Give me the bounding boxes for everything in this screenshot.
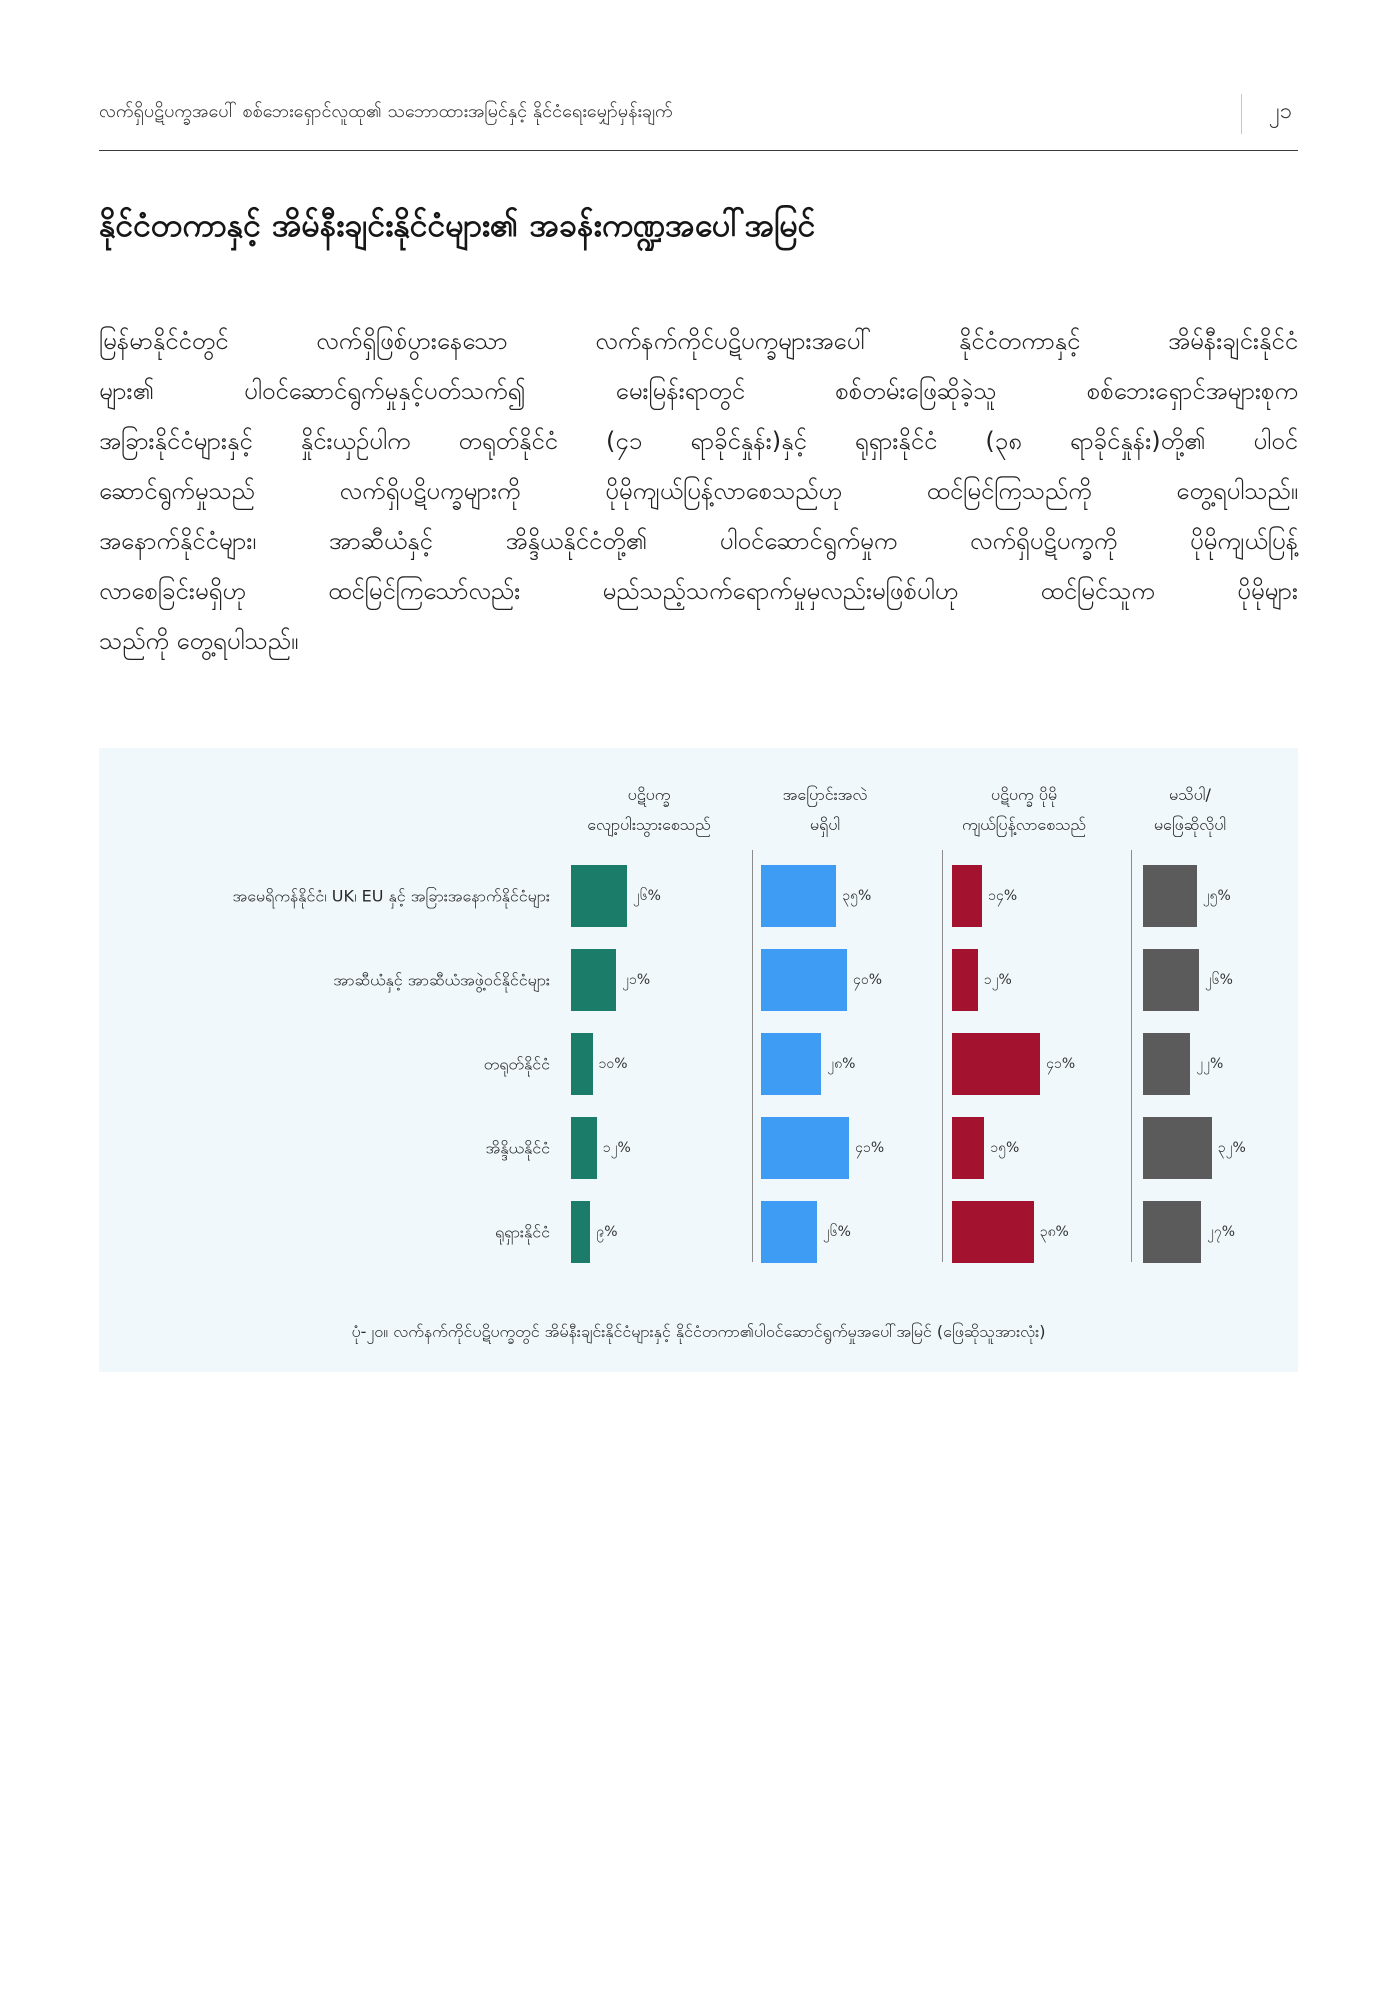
- row-label-china: တရုတ်နိုင်ငံ: [483, 1054, 550, 1074]
- chart-bar: [571, 1117, 597, 1179]
- column-header-dont-know: မသိပါ/ မဖြေဆိုလိုပါ: [1153, 785, 1227, 834]
- row-label-india: အိန္ဒိယနိုင်ငံ: [485, 1138, 550, 1158]
- bar-chart: [99, 748, 1298, 1372]
- chart-data-label: ၄၁%: [855, 1140, 885, 1156]
- paragraph-line: အခြားနိုင်ငံများနှင့် နှိုင်းယှဉ်ပါက တရုတ်နိုင်ငံ (၄၁ ရာခိုင်နှုန်း)နှင့် ရုရှားနိုင်ငံ (၃၈ ရာခိုင်နှုန်း)တို့၏ ပါဝင်: [99, 427, 1298, 455]
- chart-data-label: ၂၆%: [632, 888, 661, 904]
- chart-bar: [952, 949, 978, 1011]
- chart-data-label: ၉%: [596, 1224, 618, 1240]
- chart-data-label: ၁၅%: [990, 1140, 1020, 1156]
- running-title: လက်ရှိပဋိပက္ခအပေါ် စစ်ဘေးရှောင်လူထု၏ သဘောထားအမြင်နှင့် နိုင်ငံရေးမျှော်မှန်းချက်: [99, 101, 673, 122]
- chart-bar: [1143, 949, 1199, 1011]
- row-label-russia: ရုရှားနိုင်ငံ: [494, 1222, 550, 1242]
- header-divider: [1241, 94, 1242, 134]
- page-header: [99, 92, 1298, 151]
- chart-data-label: ၁၂%: [602, 1140, 631, 1156]
- chart-data-label: ၂၅%: [1202, 888, 1231, 904]
- chart-data-label: ၂၁%: [622, 972, 651, 988]
- chart-data-label: ၂၂%: [1196, 1056, 1224, 1072]
- column-divider: [752, 850, 753, 1262]
- chart-data-label: ၁၄%: [988, 888, 1018, 904]
- row-label-asean: အာဆီယံနှင့် အာဆီယံအဖွဲ့ဝင်နိုင်ငံများ: [333, 970, 550, 990]
- paragraph-line: လာစေခြင်းမရှိဟု ထင်မြင်ကြသော်လည်း မည်သည့်သက်ရောက်မှုမှလည်းမဖြစ်ပါဟု ထင်မြင်သူက ပိုမိုများ: [99, 577, 1298, 605]
- chart-bar: [761, 1201, 817, 1263]
- paragraph-line: သည်ကို တွေ့ရပါသည်။: [99, 627, 299, 655]
- paragraph-line: ဆောင်ရွက်မှုသည် လက်ရှိပဋိပက္ခများကို ပိုမိုကျယ်ပြန့်လာစေသည်ဟု ထင်မြင်ကြသည်ကို တွေ့ရပါသည်။: [99, 477, 1298, 505]
- chart-data-label: ၂၈%: [827, 1056, 856, 1072]
- chart-bar: [571, 865, 627, 927]
- chart-bar: [571, 1033, 593, 1095]
- chart-data-label: ၄၀%: [853, 972, 883, 988]
- body-paragraph: [99, 316, 1298, 666]
- chart-bar: [1143, 865, 1197, 927]
- row-label-western-countries: အမေရိကန်နိုင်ငံ၊ UK၊ EU နှင့် အခြားအနောက်နိုင်ငံများ: [232, 886, 550, 906]
- paragraph-line: များ၏ ပါဝင်ဆောင်ရွက်မှုနှင့်ပတ်သက်၍ မေးမြန်းရာတွင် စစ်တမ်းဖြေဆိုခဲ့သူ စစ်ဘေးရှောင်အများစုက: [99, 377, 1298, 405]
- chart-bar: [1143, 1201, 1201, 1263]
- page-content: [99, 200, 1298, 1372]
- section-title: နိုင်ငံတကာနှင့် အိမ်နီးချင်းနိုင်ငံများ၏ အခန်းကဏ္ဍအပေါ်အမြင်: [99, 206, 816, 244]
- chart-bar: [571, 1201, 590, 1263]
- chart-bar: [761, 1033, 821, 1095]
- chart-bar: [952, 1117, 984, 1179]
- chart-data-label: ၃၈%: [1039, 1224, 1069, 1240]
- paragraph-line: မြန်မာနိုင်ငံတွင် လက်ရှိဖြစ်ပွားနေသော လက်နက်ကိုင်ပဋိပက္ခများအပေါ် နိုင်ငံတကာနှင့် အိမ်နီးချင်းနိုင်ငံ: [99, 327, 1298, 355]
- column-header-escalates-conflict: ပဋိပက္ခ ပိုမို ကျယ်ပြန့်လာစေသည်: [961, 785, 1087, 834]
- column-divider: [942, 850, 943, 1262]
- chart-bar: [571, 949, 616, 1011]
- figure-caption: ပုံ-၂၀။ လက်နက်ကိုင်ပဋိပက္ခတွင် အိမ်နီးချင်းနိုင်ငံများနှင့် နိုင်ငံတကာ၏ပါဝင်ဆောင်ရွက်မှုအပေါ်အမြင် (ဖြေဆိုသူအားလုံး): [351, 1321, 1046, 1341]
- chart-data-label: ၁၀%: [598, 1056, 628, 1072]
- paragraph-line: အနောက်နိုင်ငံများ၊ အာဆီယံနှင့် အိန္ဒိယနိုင်ငံတို့၏ ပါဝင်ဆောင်ရွက်မှုက လက်ရှိပဋိပက္ခကို ပိုမိုကျယ်ပြန့်: [99, 527, 1298, 555]
- chart-bar: [761, 865, 836, 927]
- figure-chart-panel: [99, 748, 1298, 1372]
- page-number: ၂၁: [1268, 99, 1292, 124]
- chart-data-label: ၃၅%: [842, 888, 872, 904]
- column-header-reduces-conflict: ပဋိပက္ခ လျော့ပါးသွားစေသည်: [587, 785, 711, 834]
- chart-data-label: ၃၂%: [1217, 1140, 1246, 1156]
- chart-bar: [1143, 1117, 1212, 1179]
- chart-data-label: ၄၁%: [1046, 1056, 1076, 1072]
- chart-data-label: ၂၆%: [1204, 972, 1233, 988]
- column-header-no-change: အပြောင်းအလဲ မရှိပါ: [782, 785, 868, 834]
- column-divider: [1131, 850, 1132, 1262]
- chart-bar: [952, 1201, 1034, 1263]
- chart-bar: [761, 1117, 849, 1179]
- chart-data-label: ၂၇%: [1207, 1224, 1236, 1240]
- chart-bar: [952, 1033, 1040, 1095]
- chart-data-label: ၁၂%: [983, 972, 1012, 988]
- chart-data-label: ၂၆%: [822, 1224, 851, 1240]
- chart-bar: [952, 865, 982, 927]
- chart-bar: [761, 949, 847, 1011]
- chart-bar: [1143, 1033, 1190, 1095]
